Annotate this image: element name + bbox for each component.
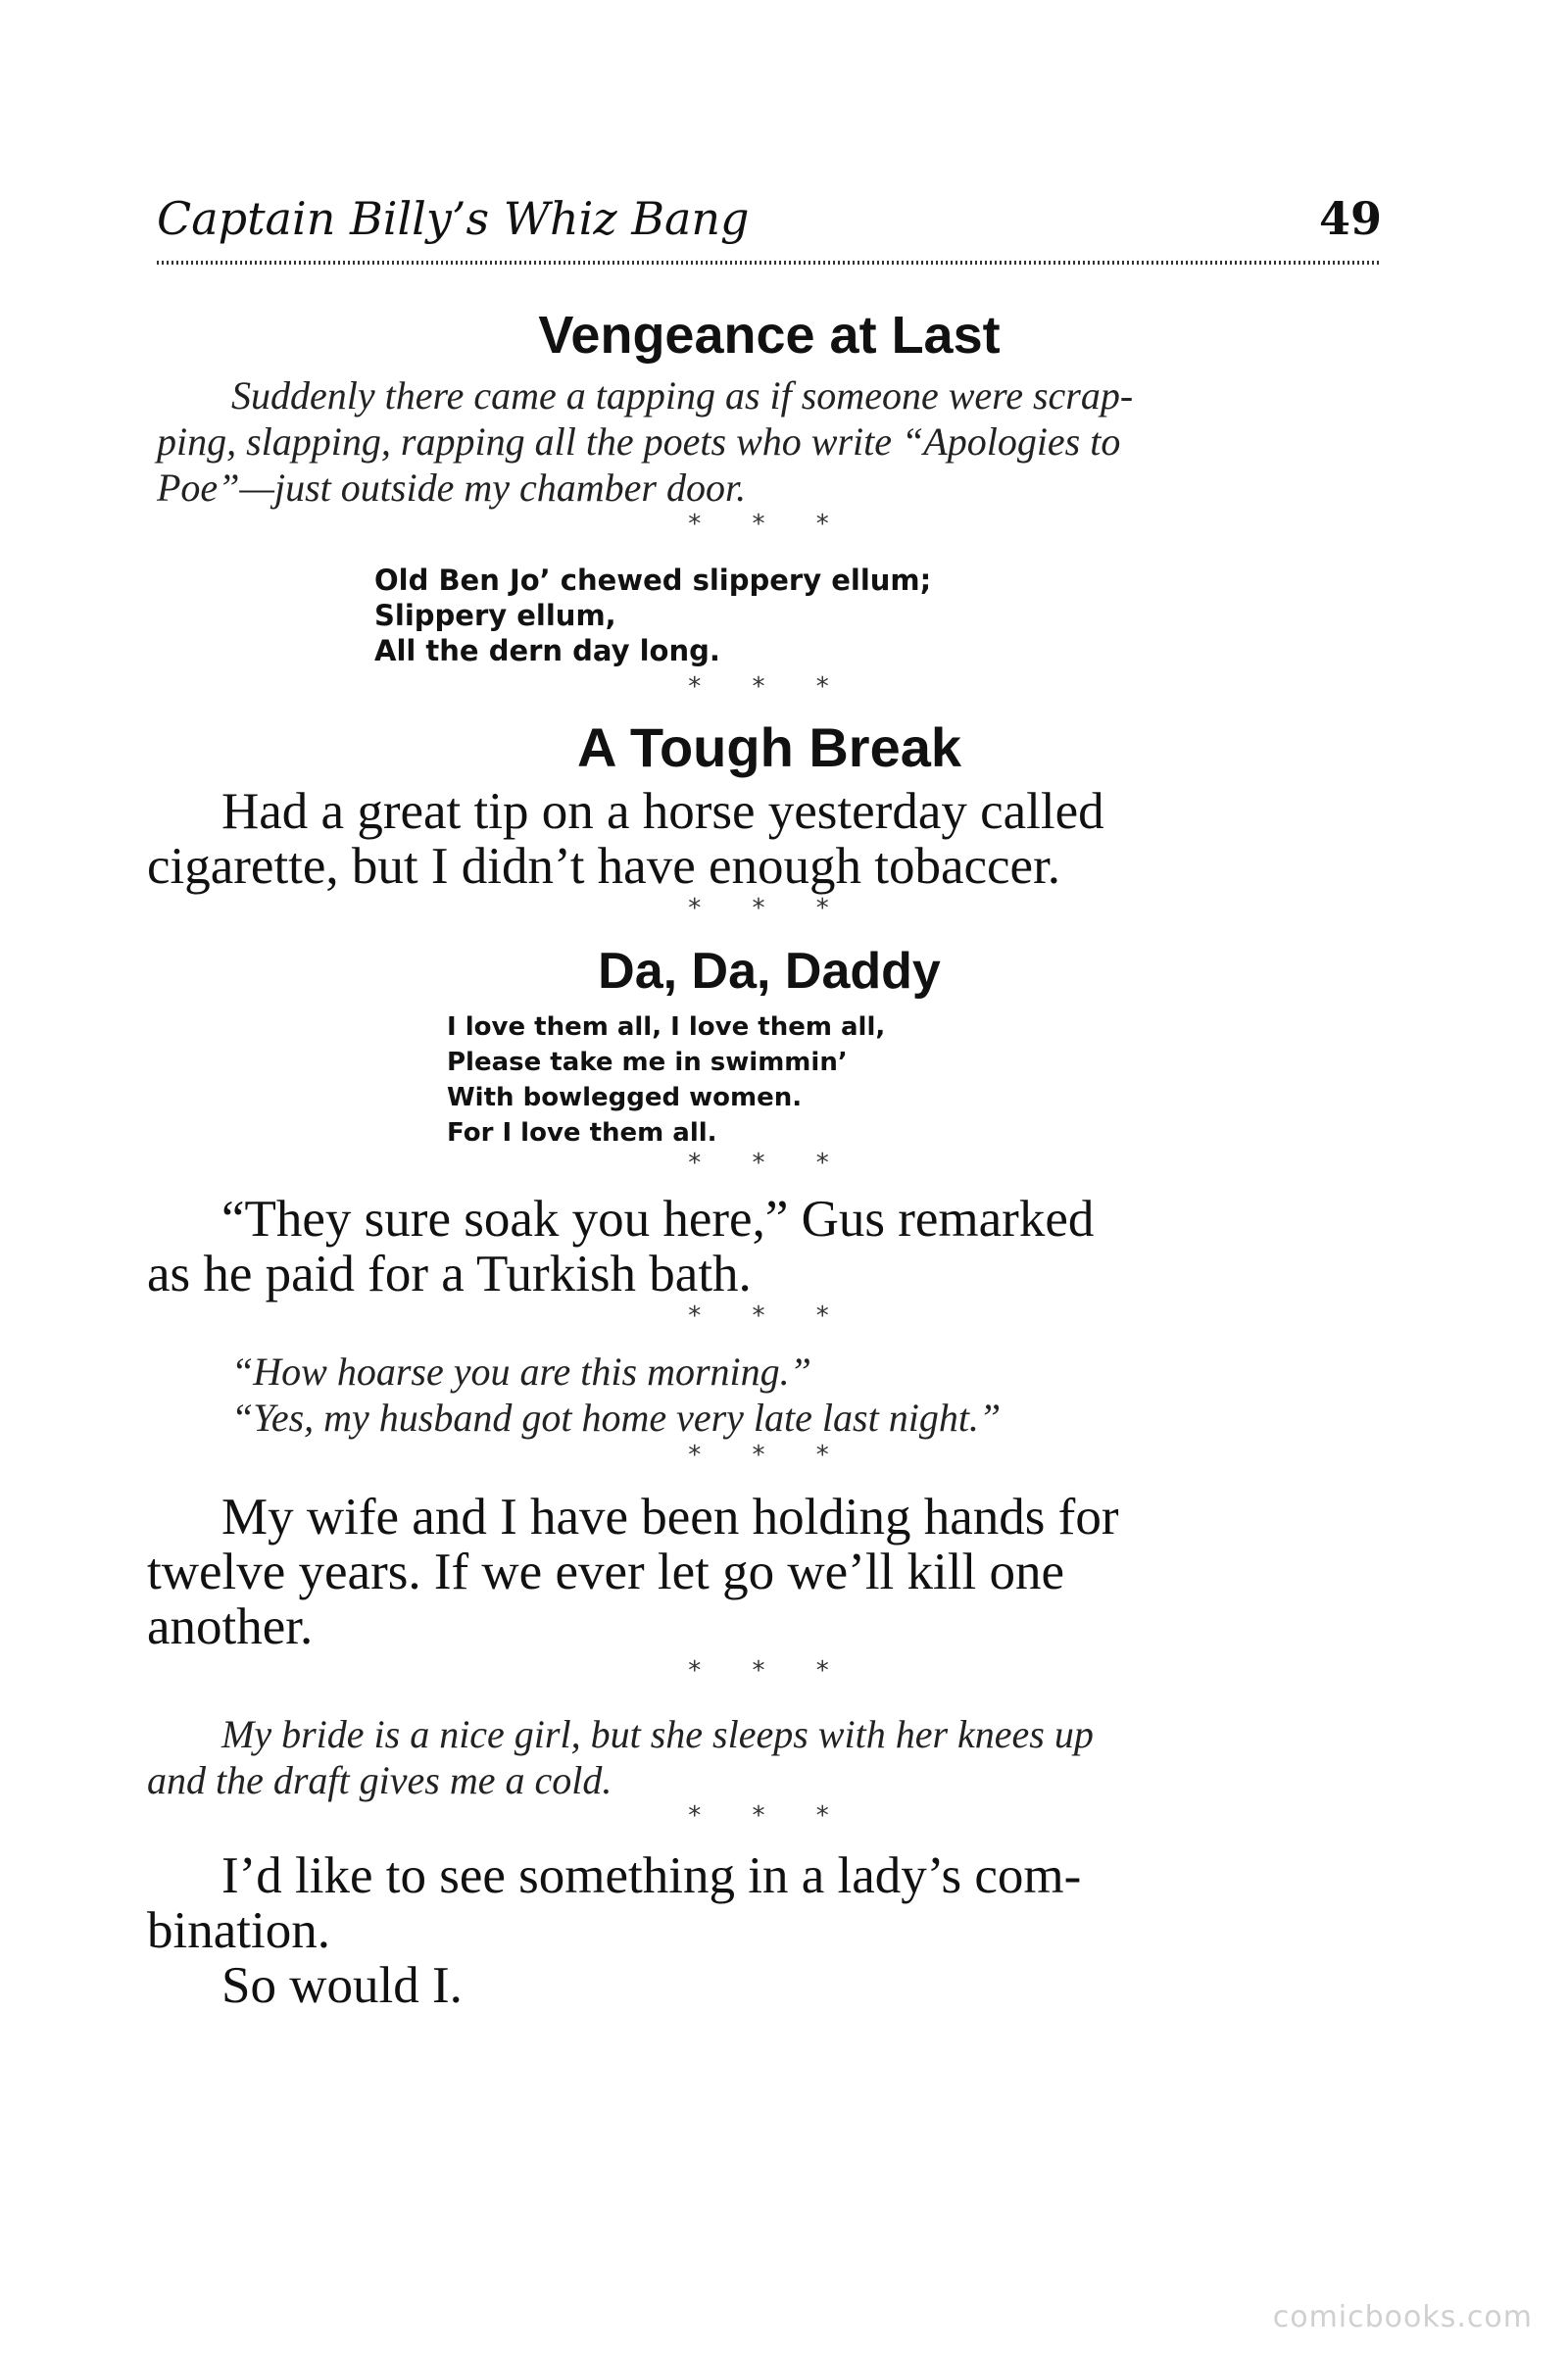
page-number: 49 — [1318, 192, 1382, 245]
text-line: My wife and I have been holding hands for — [221, 1489, 1119, 1546]
text-line: cigarette, but I didn’t have enough tobaccer. — [147, 838, 1061, 895]
ben-jo-verse — [374, 563, 1256, 668]
hoarse-dialogue — [157, 1349, 1382, 1441]
verse-line: For I love them all. — [447, 1118, 717, 1148]
verse-line: With bowlegged women. — [447, 1083, 803, 1112]
heading-vengeance-at-last: Vengeance at Last — [538, 306, 1001, 365]
separator-stars: * * * — [688, 672, 851, 702]
text-line: as he paid for a Turkish bath. — [147, 1246, 752, 1302]
text-line: Had a great tip on a horse yesterday called — [221, 783, 1104, 840]
header-rule — [157, 261, 1382, 265]
heading-a-tough-break: A Tough Break — [576, 716, 962, 778]
separator-stars: * * * — [688, 1301, 851, 1331]
tough-break-paragraph — [147, 784, 1382, 894]
separator-stars: * * * — [688, 1149, 851, 1178]
text-line: and the draft gives me a cold. — [147, 1758, 612, 1802]
site-watermark: comicbooks.com — [1272, 2300, 1533, 2334]
heading-da-da-daddy: Da, Da, Daddy — [598, 943, 941, 1000]
running-title: Captain Billy’s Whiz Bang — [157, 192, 750, 245]
text-line: twelve years. If we ever let go we’ll kill one — [147, 1544, 1064, 1600]
text-line: Suddenly there came a tapping as if someone were scrap- — [231, 373, 1134, 417]
bride-paragraph — [147, 1711, 1382, 1803]
separator-stars: * * * — [688, 510, 851, 539]
verse-line: I love them all, I love them all, — [447, 1012, 886, 1042]
text-line: So would I. — [221, 1957, 463, 2014]
separator-stars: * * * — [688, 1441, 851, 1470]
holding-hands-paragraph — [147, 1490, 1382, 1654]
text-line: “How hoarse you are this morning.” — [231, 1350, 811, 1394]
verse-line: Old Ben Jo’ chewed slippery ellum; — [374, 564, 932, 597]
verse-line: Please take me in swimmin’ — [447, 1048, 848, 1077]
text-line: I’d like to see something in a lady’s com- — [221, 1847, 1082, 1904]
text-line: “They sure soak you here,” Gus remarked — [221, 1191, 1095, 1248]
verse-line: All the dern day long. — [374, 634, 720, 667]
page-header — [157, 192, 1382, 259]
turkish-bath-paragraph — [147, 1192, 1382, 1301]
verse-line: Slippery ellum, — [374, 599, 616, 632]
text-line: “Yes, my husband got home very late last night.” — [231, 1396, 1002, 1440]
text-line: ping, slapping, rapping all the poets who write “Apologies to — [157, 419, 1121, 464]
text-line: bination. — [147, 1902, 330, 1959]
text-line: My bride is a nice girl, but she sleeps with her knees up — [221, 1712, 1094, 1756]
text-line: Poe”—just outside my chamber door. — [157, 466, 747, 510]
combination-paragraph — [147, 1848, 1382, 2013]
vengeance-paragraph — [157, 372, 1382, 511]
daddy-verse — [447, 1009, 1231, 1151]
text-line: another. — [147, 1598, 314, 1655]
separator-stars: * * * — [688, 1656, 851, 1686]
separator-stars: * * * — [688, 894, 851, 923]
separator-stars: * * * — [688, 1801, 851, 1831]
